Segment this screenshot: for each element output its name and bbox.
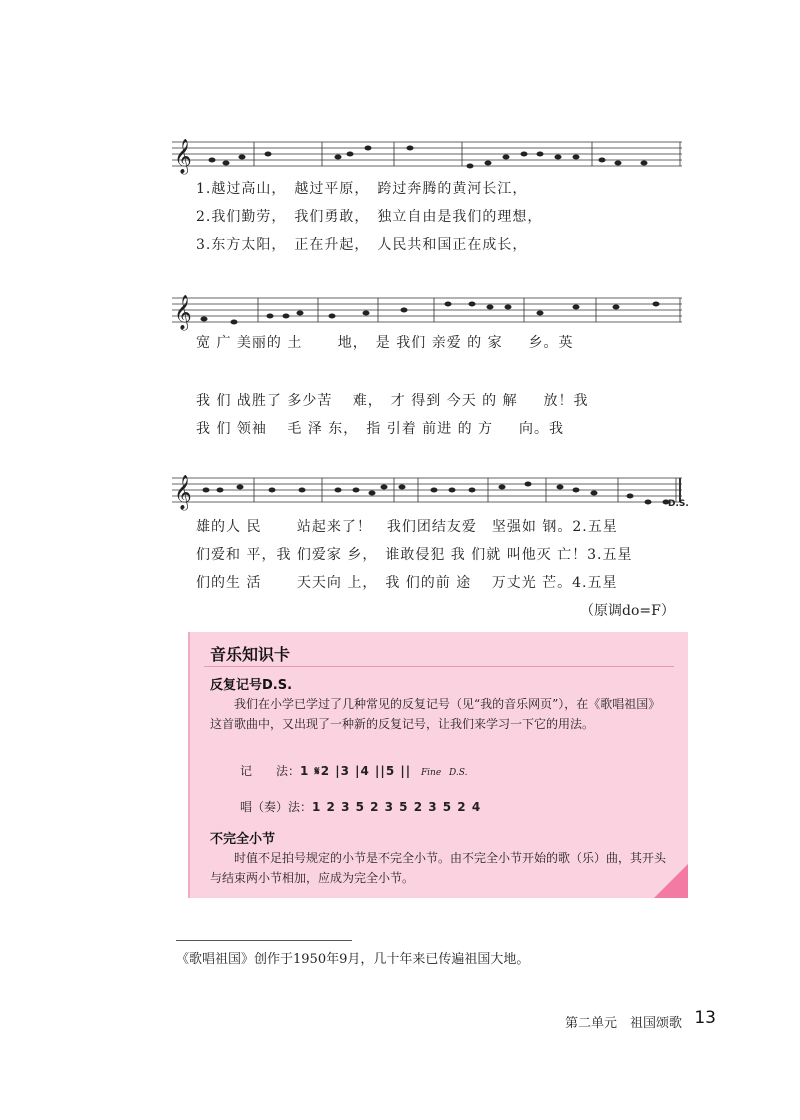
notation-label: 记 法： [240, 764, 301, 778]
lyric-line-2-2: 我 们 战胜了 多少苦 难， 才 得到 今天 的 解 放！我 [196, 393, 589, 409]
staff-system-1 [172, 136, 682, 174]
music-knowledge-card [188, 632, 688, 898]
performance-label: 唱（奏）法： [240, 800, 313, 814]
notation-row [240, 762, 467, 779]
unit-label: 第二单元 祖国颂歌 [564, 1016, 682, 1031]
original-key-note: （原调do=F） [580, 603, 675, 619]
card-divider [204, 666, 674, 667]
staff-system-2 [172, 292, 682, 330]
lyric-line-2-3: 我 们 领袖 毛 泽 东， 指 引着 前进 的 方 向。我 [196, 421, 564, 437]
page-number: 13 [694, 1008, 716, 1028]
ds-mark: D.S. [668, 499, 689, 509]
performance-value: 1 2 3 5 2 3 5 2 3 5 2 4 [312, 800, 482, 814]
lyric-line-1-1: 1.越过高山， 越过平原， 跨过奔腾的黄河长江， [196, 181, 528, 197]
performance-row [240, 798, 481, 815]
staff-system-3 [172, 472, 689, 510]
footnote-rule [176, 940, 352, 941]
lyric-line-3-3: 们的生 活 天天向 上， 我 们的前 途 万丈光 芒。4.五星 [196, 575, 618, 591]
lyric-line-1-3: 3.东方太阳， 正在升起， 人民共和国正在成长， [196, 237, 528, 253]
notation-fine: Fine [420, 768, 442, 778]
svg-text:𝄞: 𝄞 [174, 139, 192, 174]
section-title-ds: 反复记号D.S. [210, 678, 293, 693]
section-para-incomplete-bar: 时值不足拍号规定的小节是不完全小节。由不完全小节开始的歌（乐）曲，其开头与结束两小节相加，应成为完全小节。 [210, 851, 667, 885]
section-para-ds: 我们在小学已学过了几种常见的反复记号（见“我的音乐网页”），在《歌唱祖国》这首歌曲中，又出现了一种新的反复记号，让我们来学习一下它的用法。 [210, 697, 661, 731]
footnote: 《歌唱祖国》创作于1950年9月，几十年来已传遍祖国大地。 [176, 952, 530, 967]
notation-ds: D.S. [449, 768, 468, 778]
svg-text:𝄞: 𝄞 [174, 475, 192, 510]
page-curl-corner [654, 864, 688, 898]
section-title-incomplete-bar: 不完全小节 [210, 832, 276, 847]
notation-value: 1 𝄋2 |3 |4 ||5 || [300, 764, 412, 778]
lyric-line-3-2: 们爱和 平，我 们爱家 乡， 谁敢侵犯 我 们就 叫他灭 亡！3.五星 [196, 547, 633, 563]
lyric-line-1-2: 2.我们勤劳， 我们勇敢， 独立自由是我们的理想， [196, 209, 543, 225]
lyric-line-3-1: 雄的人 民 站起来了！ 我们团结友爱 坚强如 钢。2.五星 [196, 519, 618, 535]
svg-text:𝄞: 𝄞 [174, 295, 192, 330]
lyric-line-2-1: 宽 广 美丽的 土 地， 是 我们 亲爱 的 家 乡。英 [196, 335, 574, 351]
card-title: 音乐知识卡 [210, 645, 291, 664]
